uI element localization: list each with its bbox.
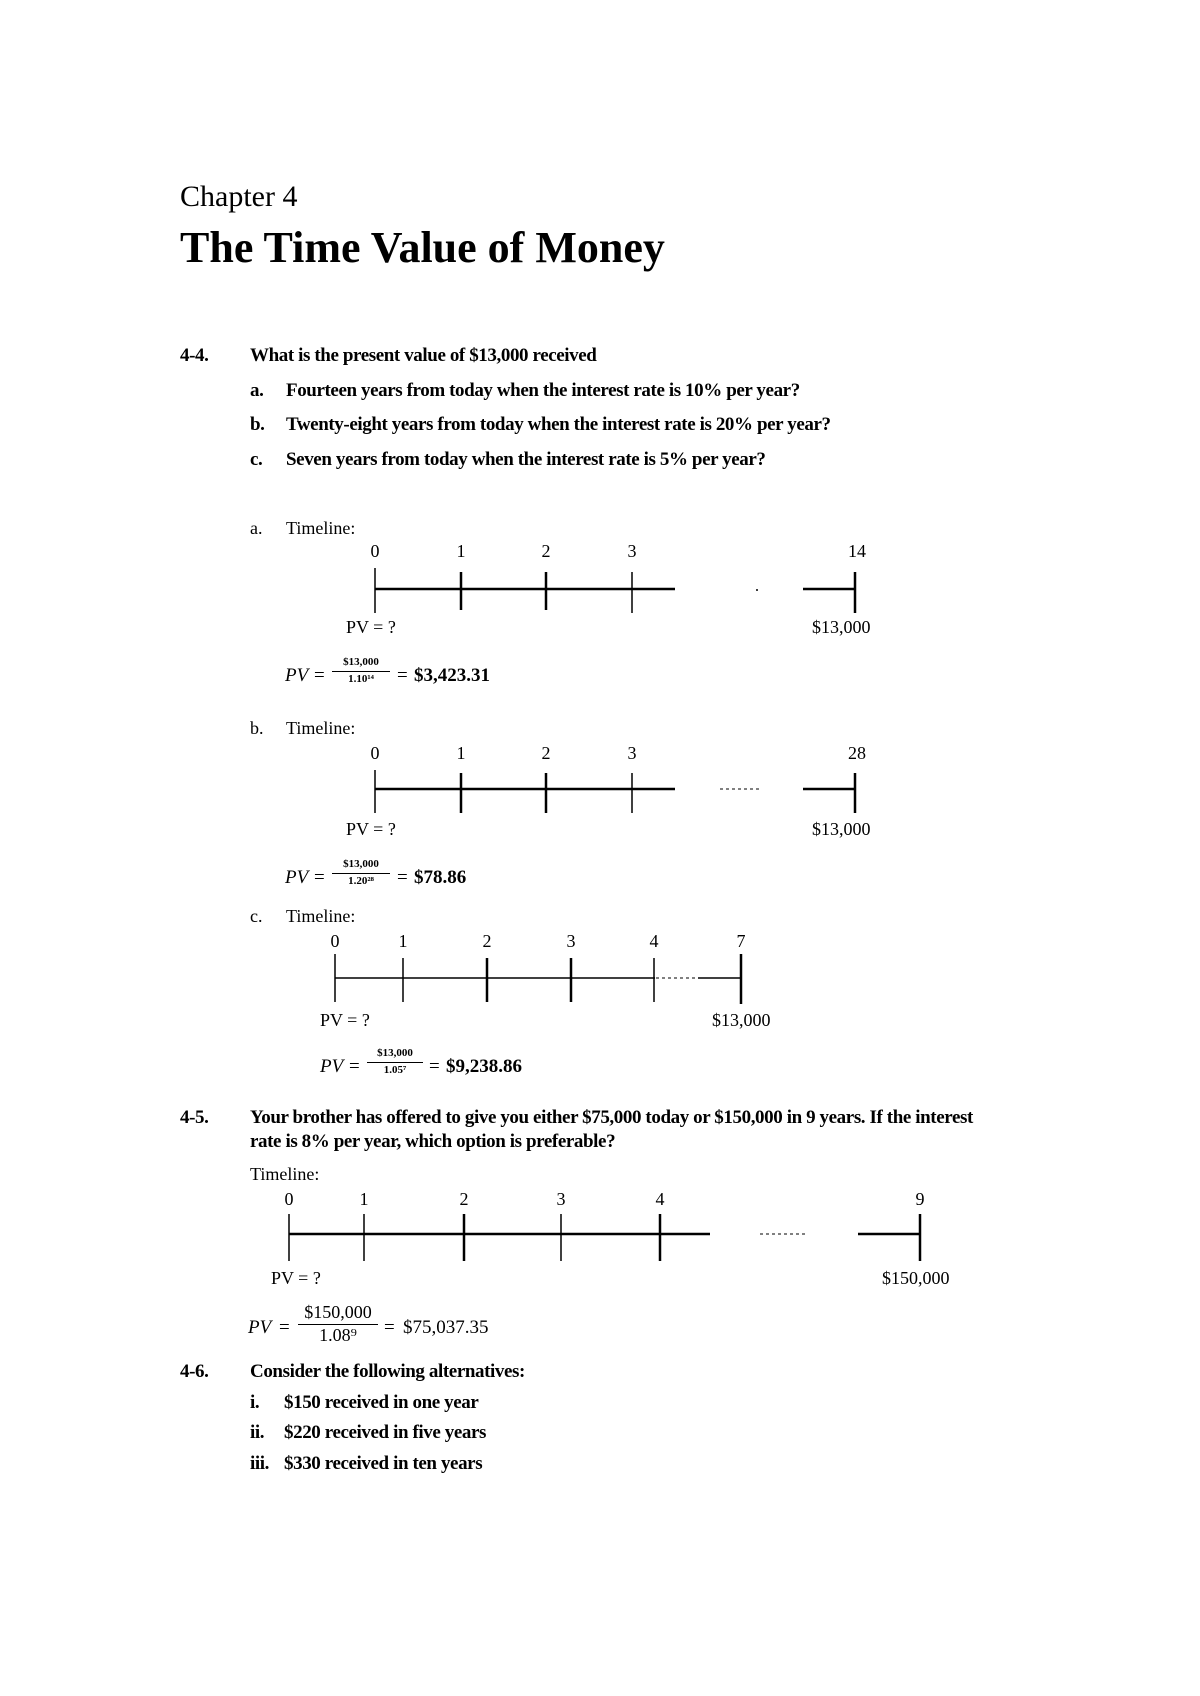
problem-4-6-item-numeral: ii. [250, 1422, 265, 1443]
problem-4-4-item-text: Fourteen years from today when the interest rate is 10% per year? [286, 380, 800, 401]
formula-denominator: 1.20²⁸ [348, 875, 374, 887]
timeline-tick-label: 0 [284, 1189, 294, 1209]
formula-fraction [332, 857, 390, 889]
problem-4-4-item-text: Twenty-eight years from today when the interest rate is 20% per year? [286, 414, 831, 435]
formula-fraction [367, 1046, 423, 1078]
formula-pv: PV [285, 867, 309, 888]
formula-pv: PV [248, 1317, 272, 1338]
timeline-dot [756, 589, 758, 591]
problem-4-5-timeline-label: Timeline: [250, 1164, 320, 1184]
formula-numerator: $13,000 [332, 655, 390, 672]
problem-4-6-question: Consider the following alternatives: [250, 1361, 525, 1382]
formula-pv: PV [320, 1056, 344, 1077]
timeline-tick-label: 0 [370, 541, 380, 561]
page-title: The Time Value of Money [180, 223, 665, 272]
problem-4-4-item-letter: c. [250, 449, 263, 470]
timeline-4-5 [0, 1178, 1200, 1298]
formula-numerator: $13,000 [367, 1046, 423, 1063]
problem-4-4-number: 4-4. [180, 345, 209, 366]
formula-fraction [332, 655, 390, 687]
problem-4-5-number: 4-5. [180, 1107, 209, 1128]
formula-c [320, 1046, 560, 1086]
formula-numerator: $13,000 [332, 857, 390, 874]
timeline-amount: $13,000 [812, 617, 871, 637]
problem-4-4-question: What is the present value of $13,000 received [250, 345, 597, 366]
problem-4-6-item-text: $330 received in ten years [284, 1453, 483, 1474]
problem-4-5-question-line-1: Your brother has offered to give you either $75,000 today or $150,000 in 9 years. If the interest [250, 1107, 973, 1128]
problem-4-4-item-letter: b. [250, 414, 265, 435]
timeline-tick-label: 1 [456, 743, 466, 763]
timeline-tick-label: 3 [566, 931, 576, 951]
problem-4-6-item-numeral: i. [250, 1392, 260, 1413]
timeline-b [0, 730, 1200, 850]
timeline-pv-label: PV = ? [320, 1010, 370, 1030]
timeline-pv-label: PV = ? [346, 819, 396, 839]
solution-b-timeline-label: Timeline: [286, 718, 356, 738]
timeline-tick-label: 1 [398, 931, 408, 951]
timeline-pv-label: PV = ? [271, 1268, 321, 1288]
timeline-amount: $13,000 [712, 1010, 771, 1030]
formula-result: $78.86 [414, 867, 467, 888]
formula-fraction [298, 1302, 378, 1346]
solution-c-letter: c. [250, 906, 263, 926]
problem-4-6-item-numeral: iii. [250, 1453, 269, 1474]
formula-equals: = [429, 1056, 440, 1077]
timeline-tick-label: 4 [655, 1189, 665, 1209]
formula-equals: = [279, 1317, 290, 1338]
timeline-tick-label: 9 [915, 1189, 925, 1209]
formula-result: $9,238.86 [446, 1056, 522, 1077]
problem-4-6-item-text: $220 received in five years [284, 1422, 487, 1443]
problem-4-4-item-text: Seven years from today when the interest rate is 5% per year? [286, 449, 766, 470]
problem-4-4-item-letter: a. [250, 380, 264, 401]
formula-b [285, 857, 525, 897]
timeline-amount: $150,000 [882, 1268, 950, 1288]
formula-denominator: 1.05⁷ [383, 1064, 407, 1076]
timeline-a [0, 530, 1200, 650]
timeline-tick-label: 3 [627, 743, 637, 763]
formula-result: $75,037.35 [403, 1317, 489, 1338]
timeline-amount: $13,000 [812, 819, 871, 839]
formula-pv: PV [285, 665, 309, 686]
solution-c-timeline-label: Timeline: [286, 906, 356, 926]
timeline-tick-label: 14 [848, 541, 866, 561]
solution-a-letter: a. [250, 518, 263, 538]
formula-denominator: 1.10¹⁴ [348, 673, 374, 685]
timeline-pv-label: PV = ? [346, 617, 396, 637]
timeline-tick-label: 28 [848, 743, 866, 763]
solution-b-letter: b. [250, 718, 264, 738]
timeline-tick-label: 2 [482, 931, 492, 951]
timeline-tick-label: 2 [541, 743, 551, 763]
timeline-tick-label: 1 [456, 541, 466, 561]
timeline-tick-label: 1 [359, 1189, 369, 1209]
formula-denominator: 1.08⁹ [319, 1325, 357, 1345]
timeline-tick-label: 4 [649, 931, 659, 951]
formula-equals: = [397, 867, 408, 888]
timeline-tick-label: 7 [736, 931, 746, 951]
formula-equals: = [349, 1056, 360, 1077]
formula-equals: = [397, 665, 408, 686]
problem-4-5-question-line-2: rate is 8% per year, which option is preferable? [250, 1131, 616, 1152]
timeline-tick-label: 3 [556, 1189, 566, 1209]
timeline-tick-label: 3 [627, 541, 637, 561]
timeline-tick-label: 2 [541, 541, 551, 561]
timeline-tick-label: 0 [330, 931, 340, 951]
problem-4-6-number: 4-6. [180, 1361, 209, 1382]
problem-4-6-item-text: $150 received in one year [284, 1392, 479, 1413]
timeline-c [0, 920, 1200, 1035]
formula-equals: = [314, 665, 325, 686]
formula-equals: = [384, 1317, 395, 1338]
formula-4-5 [248, 1302, 548, 1352]
timeline-tick-label: 0 [370, 743, 380, 763]
formula-numerator: $150,000 [298, 1302, 378, 1325]
timeline-tick-label: 2 [459, 1189, 469, 1209]
chapter-label: Chapter 4 [180, 180, 298, 213]
formula-result: $3,423.31 [414, 665, 490, 686]
formula-a [285, 655, 545, 695]
formula-equals: = [314, 867, 325, 888]
solution-a-timeline-label: Timeline: [286, 518, 356, 538]
